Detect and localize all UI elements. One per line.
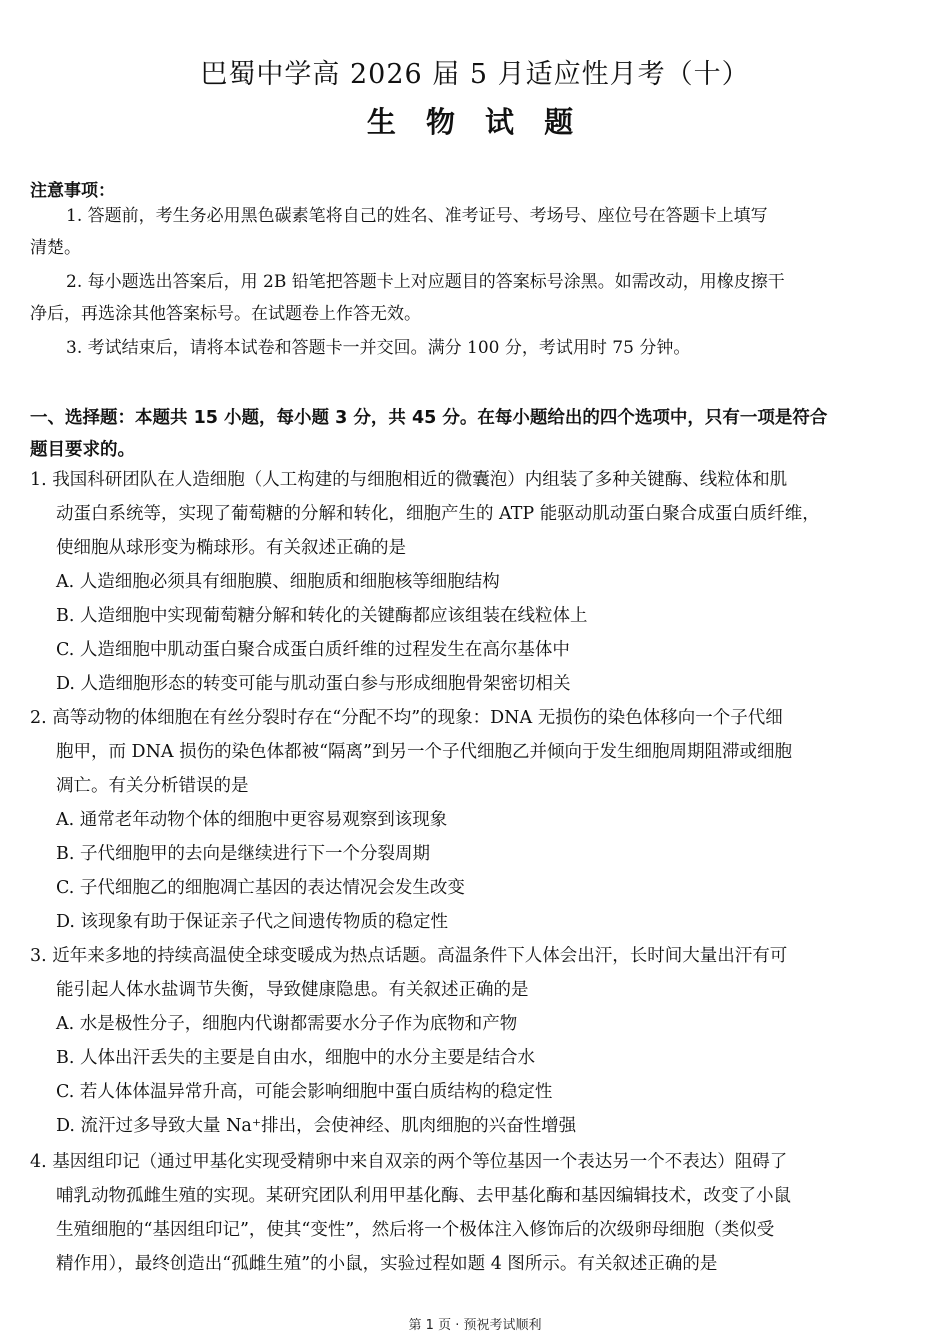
answer-option: B. 人体出汗丢失的主要是自由水，细胞中的水分主要是结合水 bbox=[56, 1048, 535, 1068]
question-stem-line: 能引起人体水盐调节失衡，导致健康隐患。有关叙述正确的是 bbox=[56, 980, 529, 1000]
answer-option: C. 若人体体温异常升高，可能会影响细胞中蛋白质结构的稳定性 bbox=[56, 1082, 553, 1102]
answer-option: A. 通常老年动物个体的细胞中更容易观察到该现象 bbox=[56, 810, 448, 830]
question-stem-line: 2. 高等动物的体细胞在有丝分裂时存在“分配不均”的现象：DNA 无损伤的染色体移向一个子代细 bbox=[30, 708, 783, 728]
question-stem-line: 精作用），最终创造出“孤雌生殖”的小鼠，实验过程如题 4 图所示。有关叙述正确的是 bbox=[56, 1254, 718, 1274]
answer-option: B. 人造细胞中实现葡萄糖分解和转化的关键酶都应该组装在线粒体上 bbox=[56, 606, 588, 626]
exam-title: 巴蜀中学高 2026 届 5 月适应性月考（十） bbox=[200, 59, 750, 90]
answer-option: B. 子代细胞甲的去向是继续进行下一个分裂周期 bbox=[56, 844, 430, 864]
question-stem-line: 生殖细胞的“基因组印记”，使其“变性”，然后将一个极体注入修饰后的次级卵母细胞（类似受 bbox=[56, 1220, 775, 1240]
section-heading: 一、选择题：本题共 15 小题，每小题 3 分，共 45 分。在每小题给出的四个选项中，只有一项是符合 bbox=[30, 408, 828, 428]
question-stem-line: 使细胞从球形变为椭球形。有关叙述正确的是 bbox=[56, 538, 406, 558]
question-stem-line: 4. 基因组印记（通过甲基化实现受精卵中来自双亲的两个等位基因一个表达另一个不表达）阻碍了 bbox=[30, 1152, 788, 1172]
answer-option: D. 人造细胞形态的转变可能与肌动蛋白参与形成细胞骨架密切相关 bbox=[56, 674, 571, 694]
question-stem-line: 凋亡。有关分析错误的是 bbox=[56, 776, 249, 796]
section-heading: 题目要求的。 bbox=[30, 440, 135, 460]
notice-line: 2. 每小题选出答案后，用 2B 铅笔把答题卡上对应题目的答案标号涂黑。如需改动，用橡皮擦干 bbox=[66, 272, 785, 292]
notice-line: 1. 答题前，考生务必用黑色碳素笔将自己的姓名、准考证号、考场号、座位号在答题卡上填写 bbox=[66, 206, 768, 226]
question-stem-line: 胞甲，而 DNA 损伤的染色体都被“隔离”到另一个子代细胞乙并倾向于发生细胞周期阻滞或细胞 bbox=[56, 742, 792, 762]
notice-line: 净后，再选涂其他答案标号。在试题卷上作答无效。 bbox=[30, 304, 421, 324]
exam-subject-title: 生 物 试 题 bbox=[366, 105, 584, 139]
answer-option: D. 流汗过多导致大量 Na⁺排出，会使神经、肌肉细胞的兴奋性增强 bbox=[56, 1116, 577, 1136]
notice-heading: 注意事项： bbox=[30, 181, 115, 201]
answer-option: A. 水是极性分子，细胞内代谢都需要水分子作为底物和产物 bbox=[56, 1014, 518, 1034]
answer-option: D. 该现象有助于保证亲子代之间遗传物质的稳定性 bbox=[56, 912, 449, 932]
question-stem-line: 3. 近年来多地的持续高温使全球变暖成为热点话题。高温条件下人体会出汗，长时间大量出汗有可 bbox=[30, 946, 788, 966]
question-stem-line: 动蛋白系统等，实现了葡萄糖的分解和转化，细胞产生的 ATP 能驱动肌动蛋白聚合成蛋白质纤维， bbox=[56, 504, 820, 524]
page-footer: 第 1 页 · 预祝考试顺利 bbox=[408, 1318, 542, 1333]
answer-option: C. 子代细胞乙的细胞凋亡基因的表达情况会发生改变 bbox=[56, 878, 465, 898]
notice-line: 3. 考试结束后，请将本试卷和答题卡一并交回。满分 100 分，考试用时 75 分钟。 bbox=[66, 338, 691, 358]
answer-option: C. 人造细胞中肌动蛋白聚合成蛋白质纤维的过程发生在高尔基体中 bbox=[56, 640, 570, 660]
question-stem-line: 1. 我国科研团队在人造细胞（人工构建的与细胞相近的微囊泡）内组装了多种关键酶、线粒体和肌 bbox=[30, 470, 788, 490]
notice-line: 清楚。 bbox=[30, 238, 81, 258]
question-stem-line: 哺乳动物孤雌生殖的实现。某研究团队利用甲基化酶、去甲基化酶和基因编辑技术，改变了小鼠 bbox=[56, 1186, 791, 1206]
answer-option: A. 人造细胞必须具有细胞膜、细胞质和细胞核等细胞结构 bbox=[56, 572, 500, 592]
